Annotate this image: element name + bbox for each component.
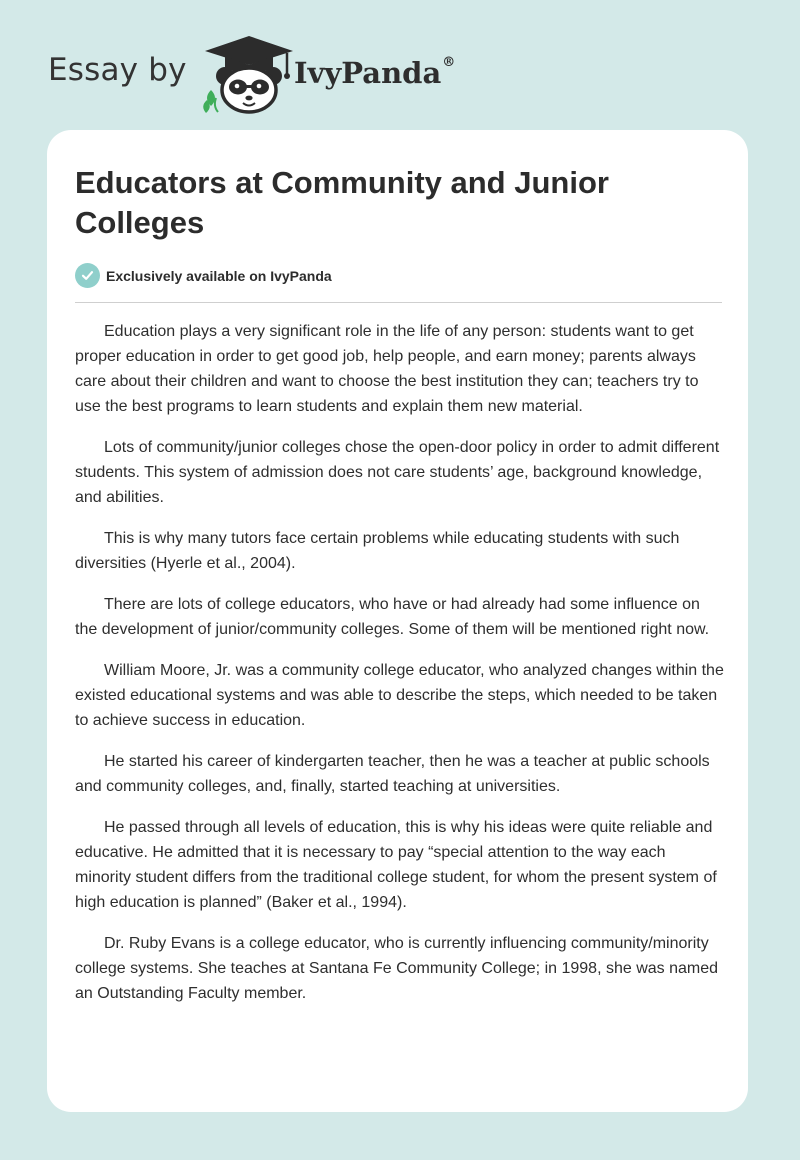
exclusive-badge-label: Exclusively available on IvyPanda [106,267,332,284]
panda-graduate-logo-icon[interactable] [201,34,297,114]
essay-by-label: Essay by [48,52,187,88]
paragraph: William Moore, Jr. was a community college educator, who analyzed changes within the existed educational systems and was able to describe the steps, which needed to be taken to achieve success in education. [75,662,724,729]
paragraph: There are lots of college educators, who have or had already had some influence on the development of junior/community colleges. Some of them will be mentioned right now. [75,596,710,638]
paragraph: He started his career of kindergarten teacher, then he was a teacher at public schools and community colleges, and, finally, started teaching at universities. [75,753,710,795]
paragraph: Education plays a very significant role in the life of any person: students want to get proper education in order to get good job, help people, and earn money; parents always care about their children and want to choose the best institution they can; teachers try to use the best programs to learn students and explain them new material. [75,323,699,415]
paragraph: This is why many tutors face certain problems while educating students with such diversities (Hyerle et al., 2004). [75,530,680,572]
exclusive-badge [75,263,332,288]
site-header [48,34,508,114]
page-title: Educators at Community and Junior Colleges [75,165,609,240]
paragraph: He passed through all levels of education, this is why his ideas were quite reliable and educative. He admitted that it is necessary to pay “special attention to the way each minority student differs from the traditional college student, for whom the present system of high education is planned” (Baker et al., 1994). [75,819,717,911]
divider [75,302,722,303]
registered-mark: ® [442,55,456,71]
essay-body [75,319,725,1022]
brand-name[interactable] [294,56,455,90]
brand-name-text: IvyPanda [294,56,442,90]
check-icon [75,263,100,288]
paragraph: Dr. Ruby Evans is a college educator, who is currently influencing community/minority college systems. She teaches at Santana Fe Community College; in 1998, she was named an Outstanding Faculty member. [75,935,719,1002]
essay-card [47,130,748,1112]
paragraph: Lots of community/junior colleges chose the open-door policy in order to admit different students. This system of admission does not care students’ age, background knowledge, and abilities. [75,439,720,506]
